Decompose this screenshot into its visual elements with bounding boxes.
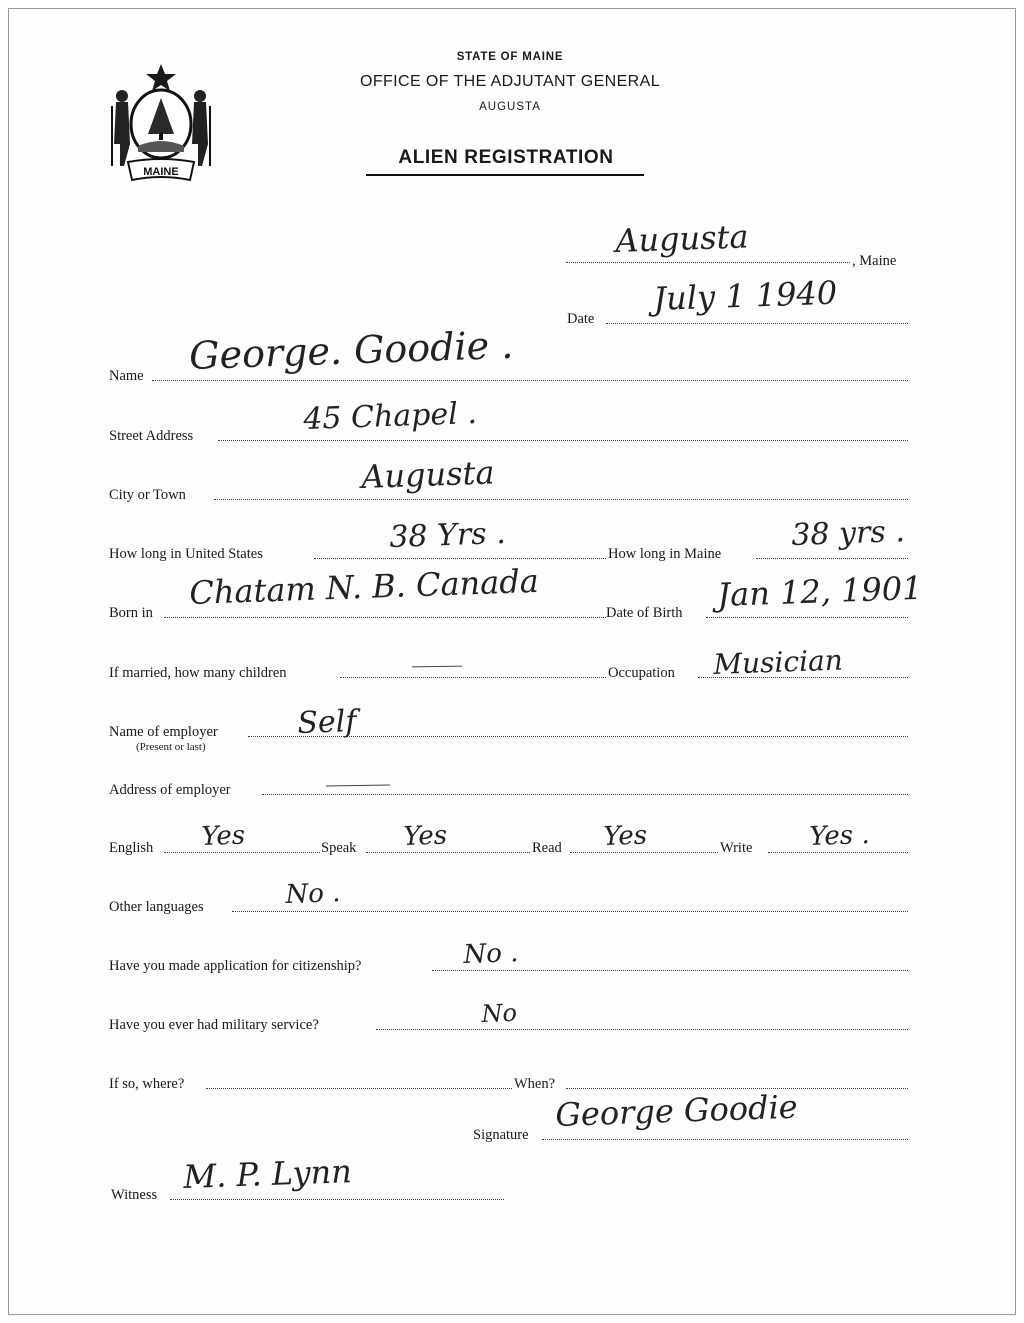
citizenship-value: No . bbox=[462, 938, 519, 970]
employer-name-label: Name of employer bbox=[109, 724, 218, 740]
how-long-maine-value: 38 yrs . bbox=[790, 514, 906, 553]
write-line bbox=[768, 852, 908, 853]
born-in-label: Born in bbox=[109, 605, 153, 621]
citizenship-line bbox=[432, 970, 908, 971]
english-value: Yes bbox=[200, 820, 246, 852]
date-label: Date bbox=[567, 311, 595, 327]
name-line bbox=[152, 380, 908, 381]
date-value: July 1 1940 bbox=[652, 273, 838, 318]
name-label: Name bbox=[109, 368, 144, 384]
form-title: ALIEN REGISTRATION bbox=[398, 147, 614, 168]
street-address-label: Street Address bbox=[109, 428, 194, 444]
name-value: George. Goodie . bbox=[188, 322, 514, 378]
write-value: Yes . bbox=[808, 819, 871, 852]
military-label: Have you ever had military service? bbox=[109, 1017, 319, 1033]
other-languages-label: Other languages bbox=[109, 899, 204, 915]
street-address-value: 45 Chapel . bbox=[302, 395, 478, 437]
maine-state-seal bbox=[108, 62, 214, 188]
english-label: English bbox=[109, 840, 154, 856]
write-label: Write bbox=[720, 840, 753, 856]
other-languages-line bbox=[232, 911, 908, 912]
state-heading: STATE OF MAINE bbox=[456, 51, 564, 63]
maine-label: , Maine bbox=[852, 253, 897, 269]
witness-label: Witness bbox=[111, 1187, 158, 1203]
military-value: No bbox=[481, 998, 518, 1028]
date-of-birth-label: Date of Birth bbox=[606, 605, 683, 621]
city-label: City or Town bbox=[109, 487, 186, 503]
if-so-where-line bbox=[206, 1088, 512, 1089]
witness-line bbox=[170, 1199, 504, 1200]
witness-value: M. P. Lynn bbox=[182, 1152, 353, 1196]
read-line bbox=[570, 852, 718, 853]
city-heading: AUGUSTA bbox=[479, 101, 541, 113]
children-line bbox=[340, 677, 606, 678]
seal-lettering: MAINE bbox=[143, 166, 179, 178]
how-long-us-value: 38 Yrs . bbox=[388, 515, 507, 555]
street-address-line bbox=[218, 440, 908, 441]
office-heading: OFFICE OF THE ADJUTANT GENERAL bbox=[359, 73, 661, 90]
form-page bbox=[8, 8, 1016, 1315]
how-long-maine-label: How long in Maine bbox=[608, 546, 722, 562]
employer-address-label: Address of employer bbox=[109, 782, 231, 798]
city-line bbox=[214, 499, 908, 500]
how-long-maine-line bbox=[756, 558, 908, 559]
occupation-value: Musician bbox=[712, 643, 844, 681]
how-long-us-line bbox=[314, 558, 606, 559]
town-line bbox=[566, 262, 850, 263]
other-languages-value: No . bbox=[284, 878, 341, 910]
title-underline bbox=[366, 174, 644, 176]
born-in-line bbox=[164, 617, 606, 618]
read-value: Yes bbox=[602, 820, 648, 852]
read-label: Read bbox=[532, 840, 562, 856]
speak-label: Speak bbox=[321, 840, 357, 856]
employer-name-value: Self bbox=[296, 703, 357, 741]
if-so-where-label: If so, where? bbox=[109, 1076, 185, 1092]
english-line bbox=[164, 852, 320, 853]
born-in-value: Chatam N. B. Canada bbox=[188, 561, 540, 612]
speak-value: Yes bbox=[402, 820, 448, 852]
town-value: Augusta bbox=[614, 217, 750, 260]
date-of-birth-value: Jan 12, 1901 bbox=[716, 568, 924, 614]
signature-label: Signature bbox=[473, 1127, 529, 1143]
occupation-label: Occupation bbox=[608, 665, 675, 681]
when-label: When? bbox=[514, 1076, 556, 1092]
children-label: If married, how many children bbox=[109, 665, 287, 681]
citizenship-label: Have you made application for citizenship? bbox=[109, 958, 362, 974]
date-of-birth-line bbox=[706, 617, 908, 618]
speak-line bbox=[366, 852, 530, 853]
employer-address-line bbox=[262, 794, 908, 795]
employer-note: (Present or last) bbox=[136, 741, 206, 753]
signature-value: George Goodie bbox=[554, 1087, 799, 1134]
date-line bbox=[606, 323, 908, 324]
military-line bbox=[376, 1029, 908, 1030]
signature-line bbox=[542, 1139, 908, 1140]
city-value: Augusta bbox=[360, 453, 496, 496]
how-long-us-label: How long in United States bbox=[109, 546, 263, 562]
